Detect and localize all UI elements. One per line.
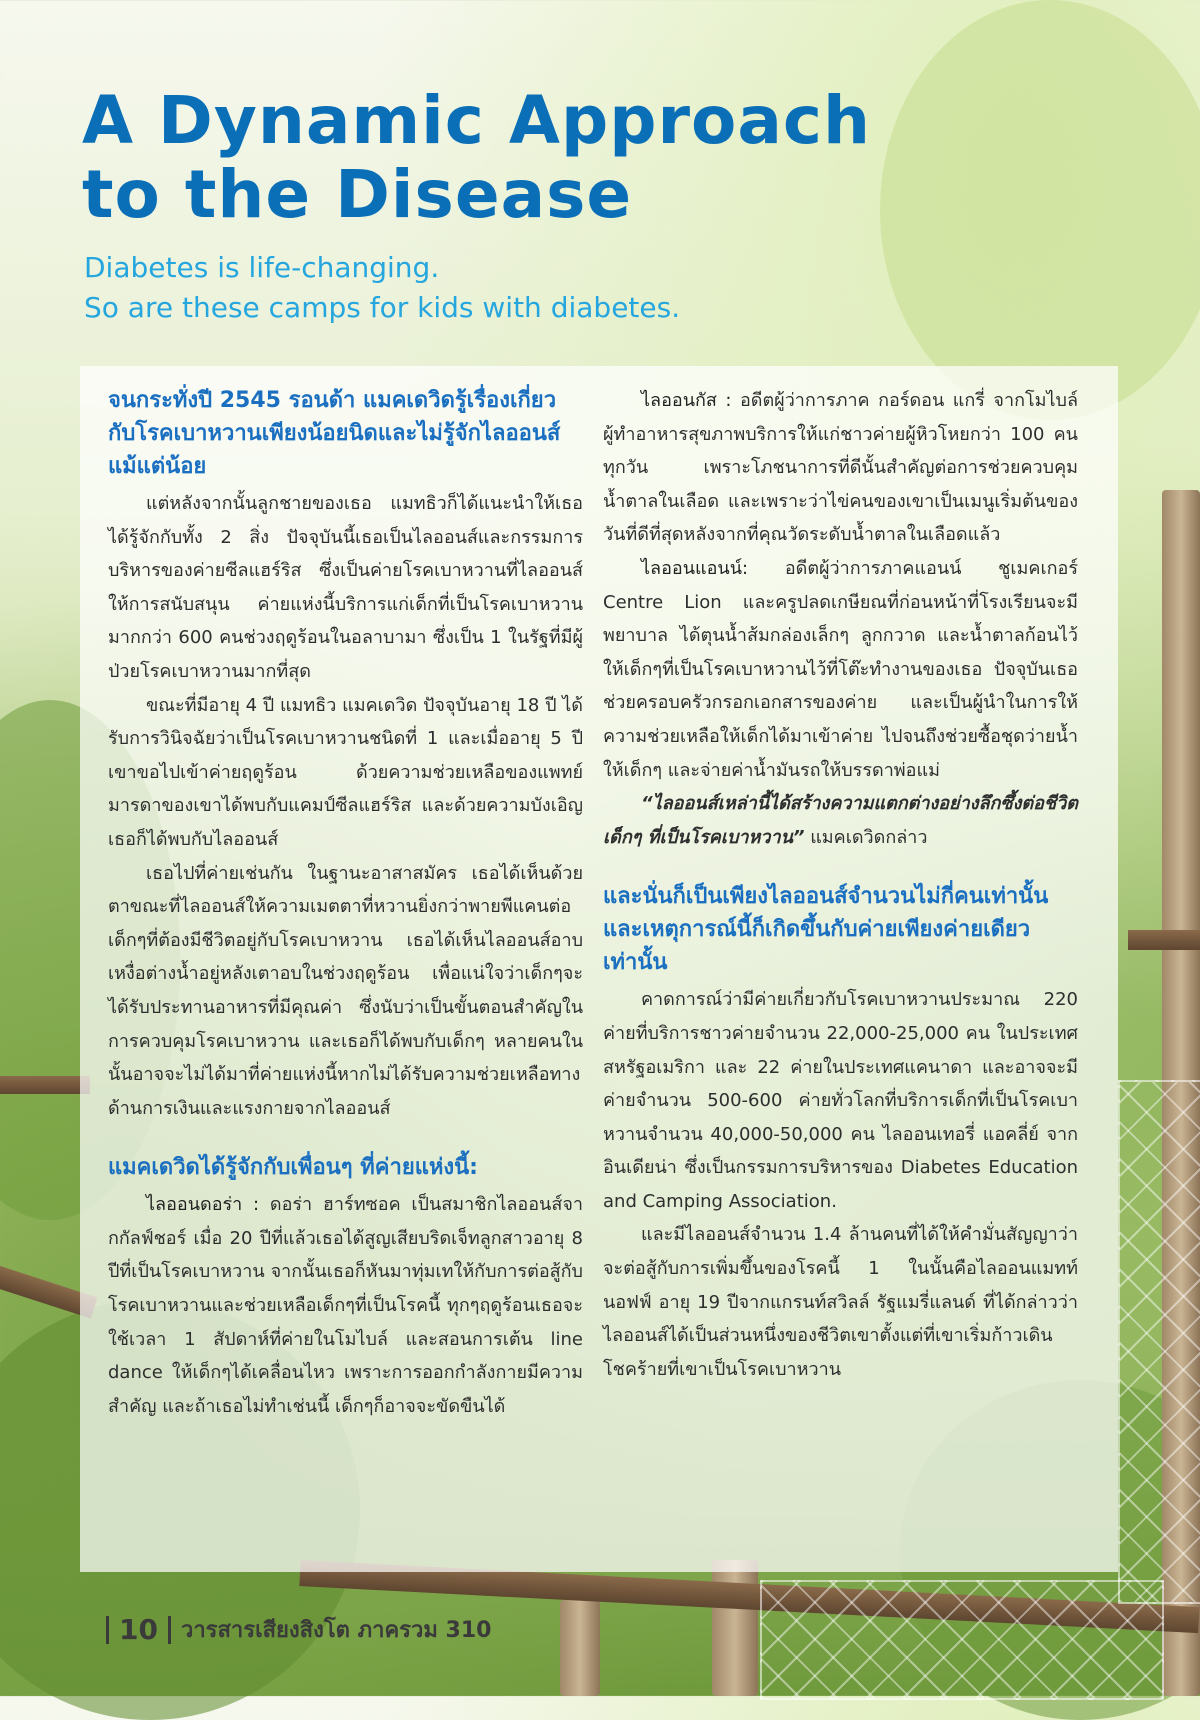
right-column [603, 384, 1078, 1386]
paragraph [603, 552, 1078, 787]
rope-net [760, 1580, 1164, 1700]
person-name: ไลออนดอร่า : [146, 1194, 270, 1216]
page-footer [106, 1612, 491, 1647]
tree-trunk [560, 1600, 600, 1696]
paragraph: คาดการณ์ว่ามีค่ายเกี่ยวกับโรคเบาหวานประมาณ 220 ค่ายที่บริการชาวค่ายจำนวน 22,000-25,000 คน ในประเทศสหรัฐอเมริกา และ 22 ค่ายในประเทศแคนาดา และอาจจะมีค่ายจำนวน 500-600 ค่ายทั่วโลกที่บริการเด็กที่เป็นโรคเบาหวานจำนวน 40,000-50,000 คน ไลออนเทอรี่ แอคลี่ย์ จากอินเดียน่า ซึ่งเป็นกรรมการบริหารของ Diabetes Education and Camping Association. [603, 989, 1078, 1212]
foliage [880, 0, 1200, 420]
paragraph: และมีไลออนส์จำนวน 1.4 ล้านคนที่ได้ให้คำมั่นสัญญาว่าจะต่อสู้กับการเพิ่มขึ้นของโรคนี้ 1 ในนั้นคือไลออนแมทท์ นอฟฟ์ อายุ 19 ปีจากแกรนท์สวิลล์ รัฐแมรี่แลนด์ ที่ได้กล่าวว่าไลออนส์ได้เป็นส่วนหนึ่งของชีวิตเขาตั้งแต่ที่เขาเริ่มก้าวเดินโชคร้ายที่เขาเป็นโรคเบาหวาน [603, 1224, 1078, 1380]
paragraph [603, 384, 1078, 552]
quote-attribution: แมคเดวิดกล่าว [804, 826, 928, 848]
paragraph [603, 787, 1078, 854]
divider [168, 1616, 171, 1644]
paragraph: ขณะที่มีอายุ 4 ปี แมทธิว แมคเดวิด ปัจจุบันอายุ 18 ปี ได้รับการวินิจฉัยว่าเป็นโรคเบาหวานชนิดที่ 1 และเมื่ออายุ 5 ปี เขาขอไปเข้าค่ายฤดูร้อน ด้วยความช่วยเหลือของแพทย์ มารดาของเขาได้พบกับแคมป์ซีลแฮร์ริส และด้วยความบังเอิญ เธอก็ได้พบกับไลออนส์ [108, 694, 583, 850]
title-line: A Dynamic Approach [82, 82, 871, 159]
wooden-beam [1128, 930, 1200, 950]
wooden-beam [0, 1076, 90, 1094]
title-line: to the Disease [82, 156, 633, 233]
subtitle-line: Diabetes is life-changing. [84, 251, 440, 284]
section-heading: และนั่นก็เป็นเพียงไลออนส์จำนวนไม่กี่คนเท่านั้นและเหตุการณ์นี้ก็เกิดขึ้นกับค่ายเพียงค่ายเดียวเท่านั้น [603, 884, 1049, 976]
spacer [108, 1125, 583, 1151]
paragraph-text: อดีตผู้ว่าการภาค กอร์ดอน แกรี่ จากโมไบล์ ผู้ทำอาหารสุขภาพบริการให้แก่ชาวค่ายผู้หิวโหยกว่า 100 คนทุกวัน เพราะโภชนาการที่ดีนั้นสำคัญต่อการช่วยควบคุมน้ำตาลในเลือด และเพราะว่าไข่คนของเขาเป็นเมนูเริ่มต้นของวันที่ดีที่สุดหลังจากที่คุณวัดระดับน้ำตาลในเลือดแล้ว [603, 390, 1079, 546]
page-number: 10 [119, 1613, 158, 1646]
person-name: ไลออนแอนน์: [641, 557, 785, 579]
person-name: ไลออนกัส : [641, 390, 740, 411]
paragraph: แต่หลังจากนั้นลูกชายของเธอ แมทธิวก็ได้แนะนำให้เธอได้รู้จักกับทั้ง 2 สิ่ง ปัจจุบันนี้เธอเป็นไลออนส์และกรรมการบริหารของค่ายซีลแฮร์ริส ซึ่งเป็นค่ายโรคเบาหวานที่ไลออนส์ให้การสนับสนุน ค่ายแห่งนี้บริการแก่เด็กที่เป็นโรคเบาหวานมากกว่า 600 คนช่วงฤดูร้อนในอลาบามา ซึ่งเป็น 1 ในรัฐที่มีผู้ป่วยโรคเบาหวานมากที่สุด [108, 493, 583, 682]
pull-quote: “ไลออนส์เหล่านี้ได้สร้างความแตกต่างอย่างลึกซึ้งต่อชีวิตเด็กๆ ที่เป็นโรคเบาหวาน” [603, 793, 1078, 848]
section-heading: แมคเดวิดได้รู้จักกับเพื่อนๆ ที่ค่ายแห่งนี้: [108, 1155, 478, 1181]
article-subtitle [84, 248, 680, 328]
tree-trunk [712, 1560, 758, 1696]
rope-net [1118, 1080, 1200, 1604]
magazine-name: วารสารเสียงสิงโต ภาครวม 310 [180, 1618, 492, 1643]
left-column [108, 384, 583, 1423]
article-title [82, 84, 871, 232]
paragraph-text: อดีตผู้ว่าการภาคแอนน์ ชูเมคเกอร์ Centre Lion และครูปลดเกษียณที่ก่อนหน้าที่โรงเรียนจะมีพยาบาล ได้ตุนน้ำส้มกล่องเล็กๆ ลูกกวาด และน้ำตาลก้อนไว้ให้เด็กๆที่เป็นโรคเบาหวานไว้ที่โต๊ะทำงานของเธอ ปัจจุบันเธอช่วยครอบครัวกรอกเอกสารของค่าย และเป็นผู้นำในการให้ความช่วยเหลือให้เด็กได้มาเข้าค่าย ไปจนถึงช่วยซื้อชุดว่ายน้ำให้เด็กๆ และจ่ายค่าน้ำมันรถให้บรรดาพ่อแม่ [603, 557, 1078, 781]
subtitle-line: So are these camps for kids with diabetes. [84, 291, 681, 324]
paragraph: เธอไปที่ค่ายเช่นกัน ในฐานะอาสาสมัคร เธอได้เห็นด้วยตาขณะที่ไลออนส์ให้ความเมตตาที่หวานยิ่งกว่าพายพีแคนต่อเด็กๆที่ต้องมีชีวิตอยู่กับโรคเบาหวาน เธอได้เห็นไลออนส์อาบเหงื่อต่างน้ำอยู่หลังเตาอบในช่วงฤดูร้อน เพื่อแน่ใจว่าเด็กๆจะได้รับประทานอาหารที่มีคุณค่า ซึ่งนับว่าเป็นขั้นตอนสำคัญในการควบคุมโรคเบาหวาน และเธอก็ได้พบกับเด็กๆ หลายคนในนั้นอาจจะไม่ได้มาที่ค่ายแห่งนี้หากไม่ได้รับความช่วยเหลือทางด้านการเงินและแรงกายจากไลออนส์ [108, 862, 583, 1119]
divider [106, 1616, 109, 1644]
paragraph-text: ดอร่า ฮาร์ทซอค เป็นสมาชิกไลออนส์จากกัลฟ์ชอร์ เมื่อ 20 ปีที่แล้วเธอได้สูญเสียบริดเจ็ทลูกสาวอายุ 8 ปีที่เป็นโรคเบาหวาน จากนั้นเธอก็หันมาทุ่มเทให้กับการต่อสู้กับโรคเบาหวานและช่วยเหลือเด็กๆที่เป็นโรคนี้ ทุกๆฤดูร้อนเธอจะใช้เวลา 1 สัปดาห์ที่ค่ายในโมไบล์ และสอนการเต้น line dance ให้เด็กๆได้เคลื่อนไหว เพราะการออกกำลังกายมีความสำคัญ และถ้าเธอไม่ทำเช่นนี้ เด็กๆก็อาจจะขัดขืนได้ [108, 1194, 583, 1417]
section-heading: จนกระทั่งปี 2545 รอนด้า แมคเดวิดรู้เรื่องเกี่ยวกับโรคเบาหวานเพียงน้อยนิดและไม่รู้จักไลออนส์แม้แต่น้อย [108, 388, 561, 479]
spacer [603, 854, 1078, 880]
paragraph [108, 1188, 583, 1423]
